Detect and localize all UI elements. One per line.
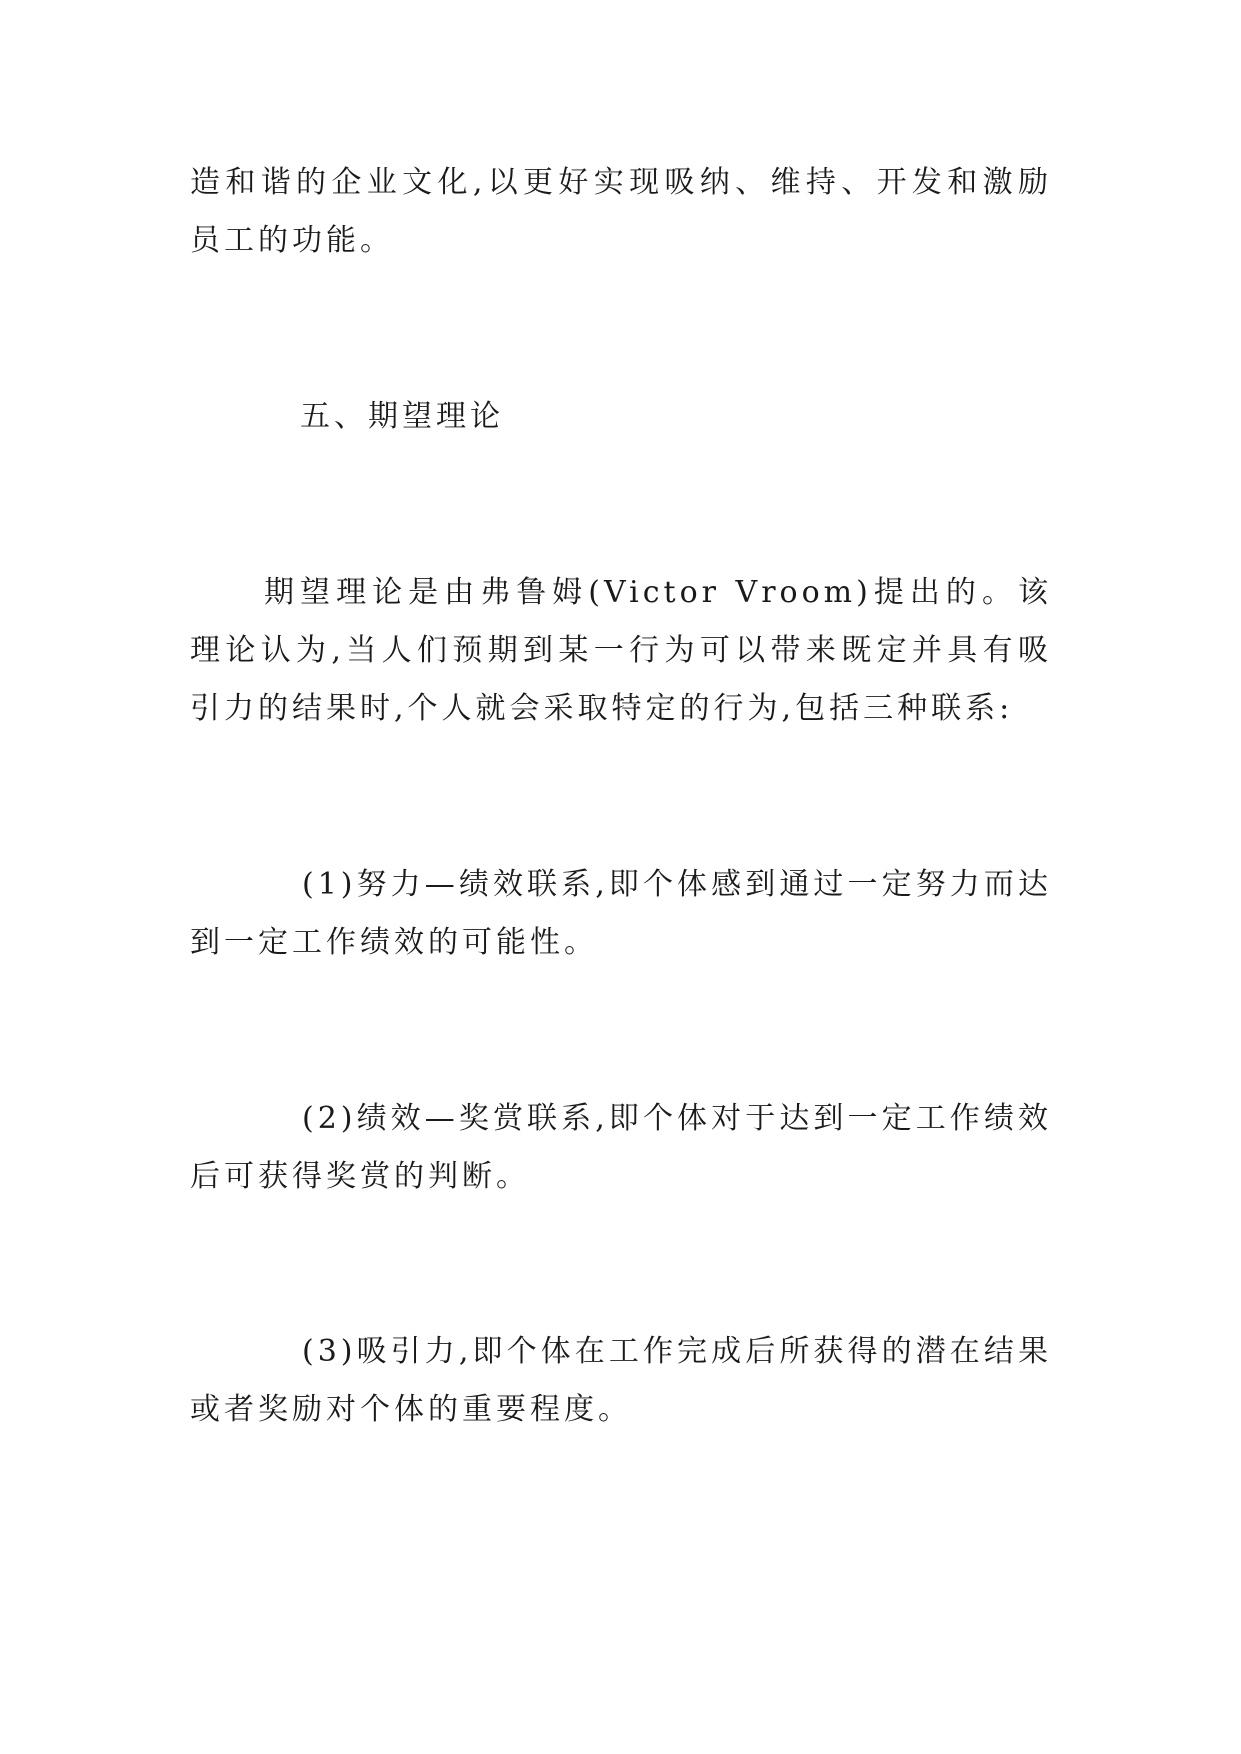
section-heading: 五、期望理论	[300, 399, 504, 434]
list-item-attractiveness: (3)吸引力,即个体在工作完成后所获得的潜在结果或者奖励对个体的重要程度。	[190, 1334, 1052, 1427]
list-item-effort-performance: (1)努力—绩效联系,即个体感到通过一定努力而达到一定工作绩效的可能性。	[190, 867, 1052, 960]
intro-paragraph: 期望理论是由弗鲁姆(Victor Vroom)提出的。该理论认为,当人们预期到某一行为可以带来既定并具有吸引力的结果时,个人就会采取特定的行为,包括三种联系:	[190, 575, 1052, 726]
continuation-paragraph: 造和谐的企业文化,以更好实现吸纳、维持、开发和激励员工的功能。	[190, 165, 1052, 258]
list-item-performance-reward: (2)绩效—奖赏联系,即个体对于达到一定工作绩效后可获得奖赏的判断。	[190, 1101, 1052, 1194]
